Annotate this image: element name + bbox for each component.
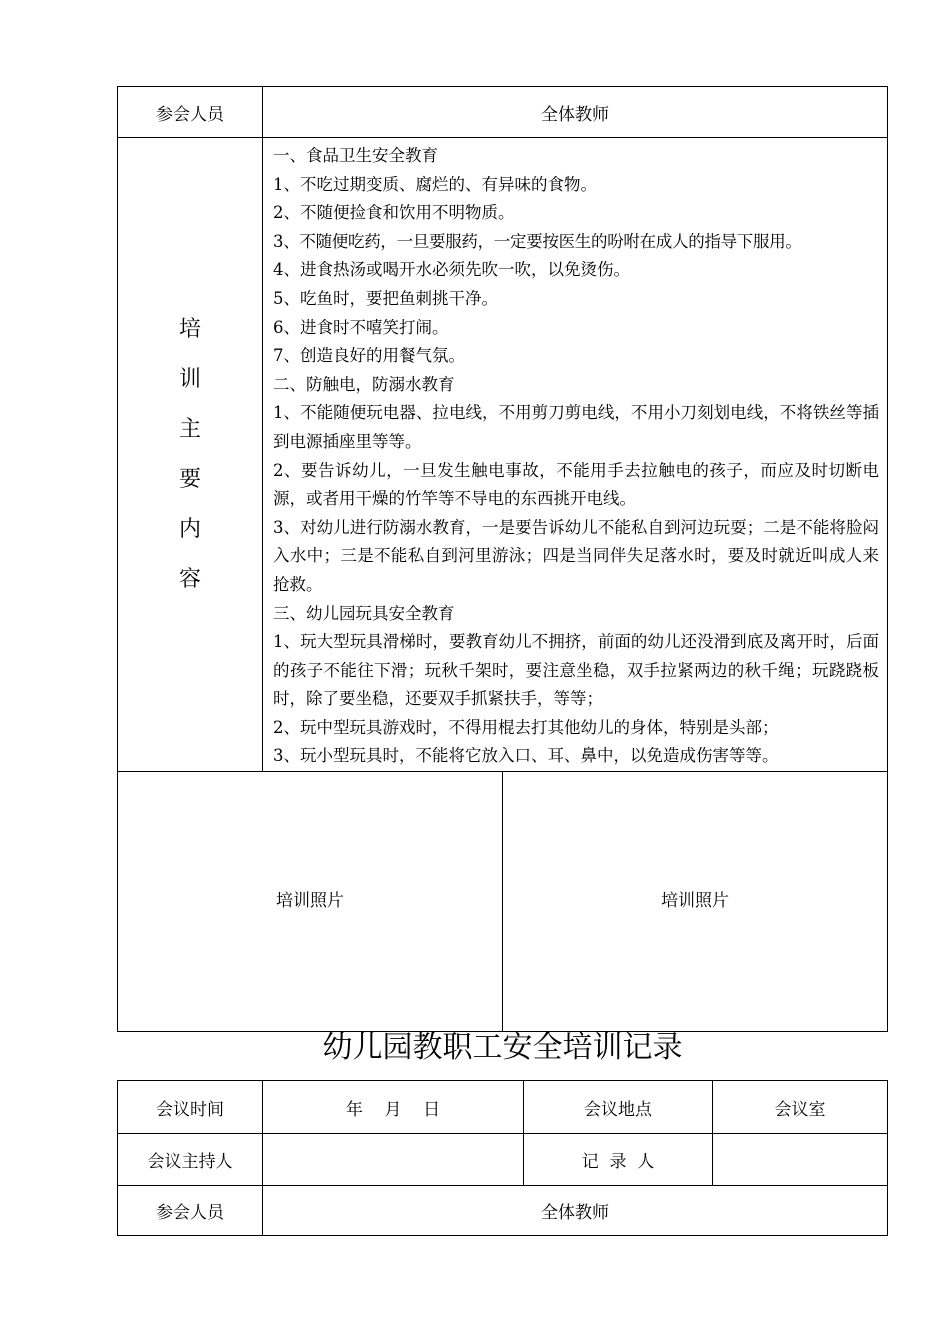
meeting-place-value-cell <box>712 1080 888 1134</box>
meeting-time-label: 会议时间 <box>156 1099 224 1120</box>
meeting-place-label: 会议地点 <box>584 1099 652 1120</box>
record-title: 幼儿园教职工安全培训记录 <box>322 1030 683 1065</box>
meeting-time-label-cell <box>117 1080 263 1134</box>
lower-attendees-label: 参会人员 <box>156 1203 224 1223</box>
content-item: 6、进食时不嘻笑打闹。 <box>273 317 449 337</box>
photo-cell-right <box>502 771 888 1032</box>
content-item: 7、创造良好的用餐气氛。 <box>273 346 465 366</box>
content-label-char: 培 <box>178 316 201 342</box>
meeting-time-value-cell <box>262 1080 524 1134</box>
content-item: 1、玩大型玩具滑梯时，要教育幼儿不拥挤，前面的幼儿还没滑到底及离开时，后面的孩子不能往下滑；玩秋千架时，要注意坐稳，双手拉紧两边的秋千绳；玩跷跷板时，除了要坐稳，还要双手抓紧扶手，等等； <box>273 632 879 709</box>
recorder-label-cell <box>523 1133 713 1186</box>
attendees-value: 全体教师 <box>541 104 609 125</box>
meeting-place-value: 会议室 <box>774 1099 826 1120</box>
content-label-char: 主 <box>178 416 201 442</box>
content-label-char: 训 <box>178 366 201 392</box>
photo-placeholder-right: 培训照片 <box>661 891 729 911</box>
content-item: 3、不随便吃药，一旦要服药，一定要按医生的吩咐在成人的指导下服用。 <box>273 231 802 251</box>
content-item: 3、玩小型玩具时，不能将它放入口、耳、鼻中，以免造成伤害等等。 <box>273 746 779 766</box>
content-label-char: 要 <box>178 466 201 492</box>
content-label-cell <box>117 137 263 772</box>
host-value-cell <box>262 1133 524 1186</box>
content-item: 2、要告诉幼儿，一旦发生触电事故，不能用手去拉触电的孩子，而应及时切断电源，或者用干燥的竹竿等不导电的东西挑开电线。 <box>273 460 879 509</box>
attendees-label-cell <box>117 86 263 138</box>
content-body-cell <box>262 137 888 772</box>
host-label-cell <box>117 1133 263 1186</box>
section-heading-toys: 三、幼儿园玩具安全教育 <box>273 603 455 623</box>
content-item: 2、玩中型玩具游戏时，不得用棍去打其他幼儿的身体，特别是头部； <box>273 717 779 737</box>
section-heading-food: 一、食品卫生安全教育 <box>273 146 438 165</box>
lower-attendees-label-cell <box>117 1185 263 1236</box>
recorder-label: 记 录 人 <box>581 1152 655 1172</box>
content-item: 1、不能随便玩电器、拉电线，不用剪刀剪电线，不用小刀刻划电线，不将铁丝等插到电源插座里等等。 <box>273 403 879 451</box>
section-heading-electric-water: 二、防触电，防溺水教育 <box>273 374 455 394</box>
meeting-time-value: 年 月 日 <box>345 1099 441 1120</box>
content-item: 1、不吃过期变质、腐烂的、有异味的食物。 <box>273 174 597 194</box>
content-label-char: 内 <box>178 516 201 542</box>
lower-attendees-value: 全体教师 <box>541 1203 609 1223</box>
content-label-char: 容 <box>178 566 201 592</box>
content-item: 5、吃鱼时，要把鱼刺挑干净。 <box>273 288 498 308</box>
host-label: 会议主持人 <box>147 1152 233 1172</box>
attendees-label: 参会人员 <box>156 104 224 125</box>
attendees-value-cell <box>262 86 888 138</box>
recorder-value-cell <box>712 1133 888 1186</box>
content-item: 4、进食热汤或喝开水必须先吹一吹，以免烫伤。 <box>273 260 630 280</box>
lower-attendees-value-cell <box>262 1185 888 1236</box>
photo-cell-left <box>117 771 503 1032</box>
content-item: 3、对幼儿进行防溺水教育，一是要告诉幼儿不能私自到河边玩耍；二是不能将脸闷入水中；三是不能私自到河里游泳；四是当同伴失足落水时，要及时就近叫成人来抢救。 <box>273 517 879 594</box>
photo-placeholder-left: 培训照片 <box>276 891 344 911</box>
content-item: 2、不随便捡食和饮用不明物质。 <box>273 203 515 223</box>
meeting-place-label-cell <box>523 1080 713 1134</box>
